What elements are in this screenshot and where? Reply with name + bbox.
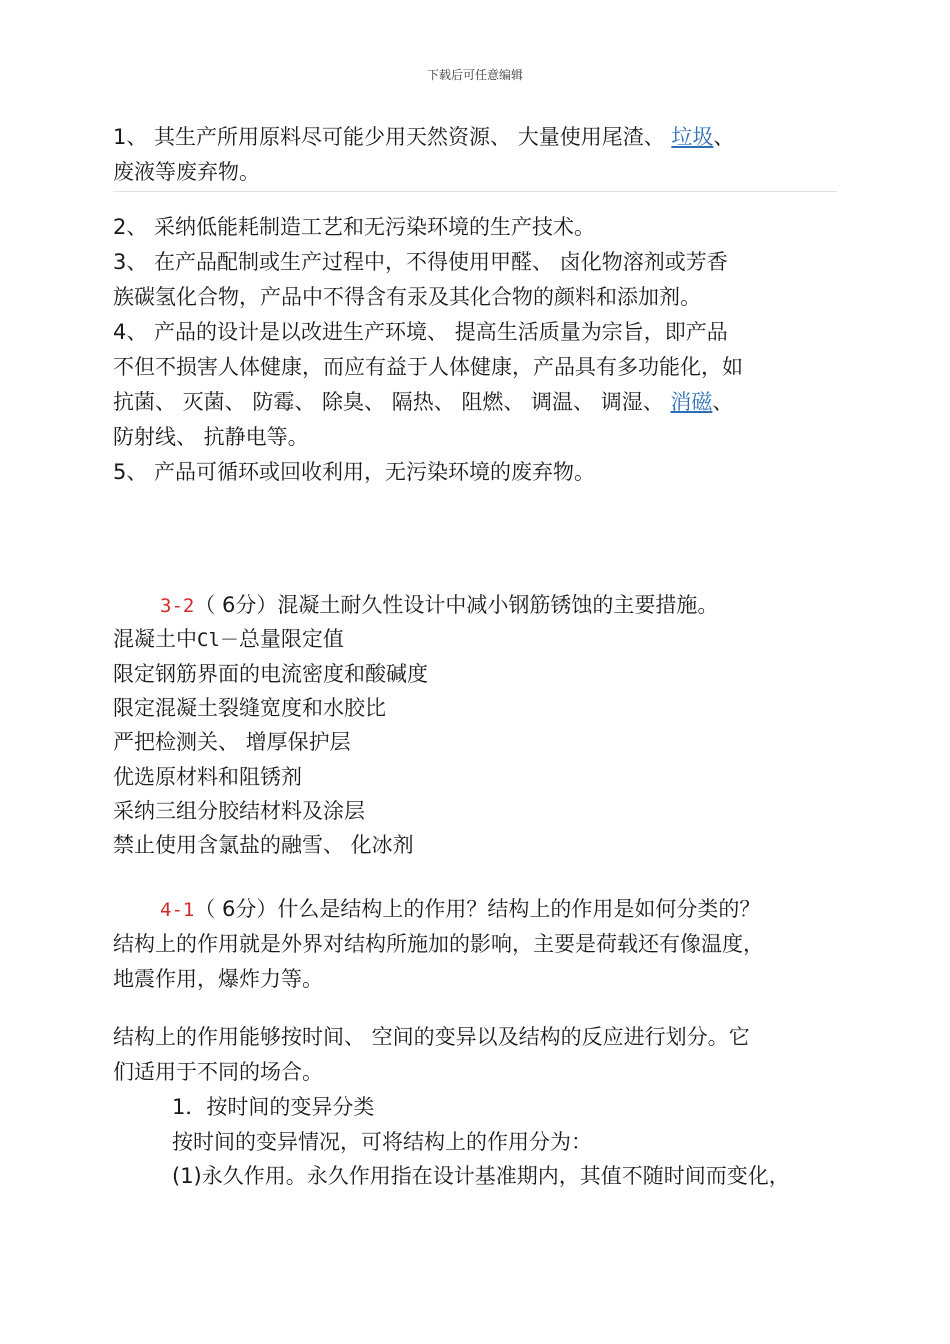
answer-line: 限定混凝土裂缝宽度和水胶比 — [113, 696, 386, 720]
subheading: 1．按时间的变异分类 — [172, 1095, 375, 1119]
answer-text: 混凝土中 — [113, 627, 197, 651]
item-5: 5、 产品可循环或回收利用，无污染环境的废弃物。 — [113, 460, 596, 484]
answer-line: 限定钢筋界面的电流密度和酸碱度 — [113, 662, 428, 686]
question-number: 4-1 — [160, 899, 195, 921]
paragraph-line: 们适用于不同的场合。 — [113, 1060, 323, 1084]
answer-text: 总量限定值 — [238, 627, 344, 651]
item-4-text: 抗菌、 灭菌、 防霉、 除臭、 隔热、 阻燃、 调温、 调湿、 — [113, 390, 671, 414]
demagnetize-link[interactable]: 消磁 — [670, 390, 713, 414]
answer-line: 严把检测关、 增厚保护层 — [113, 730, 351, 754]
paragraph-line: 结构上的作用能够按时间、 空间的变异以及结构的反应进行划分。它 — [113, 1025, 750, 1049]
item-1-line-1 — [113, 123, 734, 151]
answer-line: 禁止使用含氯盐的融雪、 化冰剂 — [113, 833, 414, 857]
question-3-2 — [160, 591, 718, 620]
item-1-comma: 、 — [713, 125, 735, 149]
item-2: 2、 采纳低能耗制造工艺和无污染环境的生产技术。 — [113, 215, 596, 239]
item-3-line-2: 族碳氢化合物，产品中不得含有汞及其化合物的颜料和添加剂。 — [113, 285, 701, 309]
item-4-line-3 — [113, 388, 733, 416]
item-1-line-2: 废液等废弃物。 — [113, 160, 260, 184]
paragraph-line: 按时间的变异情况，可将结构上的作用分为： — [172, 1130, 592, 1154]
answer-line: 采纳三组分胶结材料及涂层 — [113, 799, 365, 823]
question-number: 3-2 — [160, 595, 195, 617]
item-4-line-4: 防射线、 抗静电等。 — [113, 425, 309, 449]
chloride-formula: Cl－ — [197, 629, 239, 651]
paragraph-line: (1)永久作用。永久作用指在设计基准期内，其值不随时间而变化， — [172, 1164, 790, 1188]
item-4-line-2: 不但不损害人体健康，而应有益于人体健康，产品具有多功能化，如 — [113, 355, 743, 379]
paragraph-line: 地震作用，爆炸力等。 — [113, 967, 323, 991]
divider — [113, 191, 837, 192]
question-text: （ 6分）什么是结构上的作用？结构上的作用是如何分类的？ — [194, 897, 761, 921]
garbage-link[interactable]: 垃圾 — [671, 125, 714, 149]
paragraph-line: 结构上的作用就是外界对结构所施加的影响，主要是荷载还有像温度， — [113, 932, 764, 956]
item-3-line-1: 3、 在产品配制或生产过程中，不得使用甲醛、 卤化物溶剂或芳香 — [113, 250, 728, 274]
question-4-1 — [160, 895, 760, 924]
answer-line: 优选原材料和阻锈剂 — [113, 765, 302, 789]
item-4-line-1: 4、 产品的设计是以改进生产环境、 提高生活质量为宗旨，即产品 — [113, 320, 728, 344]
item-1-text: 1、 其生产所用原料尽可能少用天然资源、 大量使用尾渣、 — [113, 125, 672, 149]
page-header: 下载后可任意编辑 — [426, 68, 523, 82]
answer-line — [113, 625, 344, 654]
question-text: （ 6分）混凝土耐久性设计中减小钢筋锈蚀的主要措施。 — [194, 593, 719, 617]
item-4-comma: 、 — [712, 390, 734, 414]
